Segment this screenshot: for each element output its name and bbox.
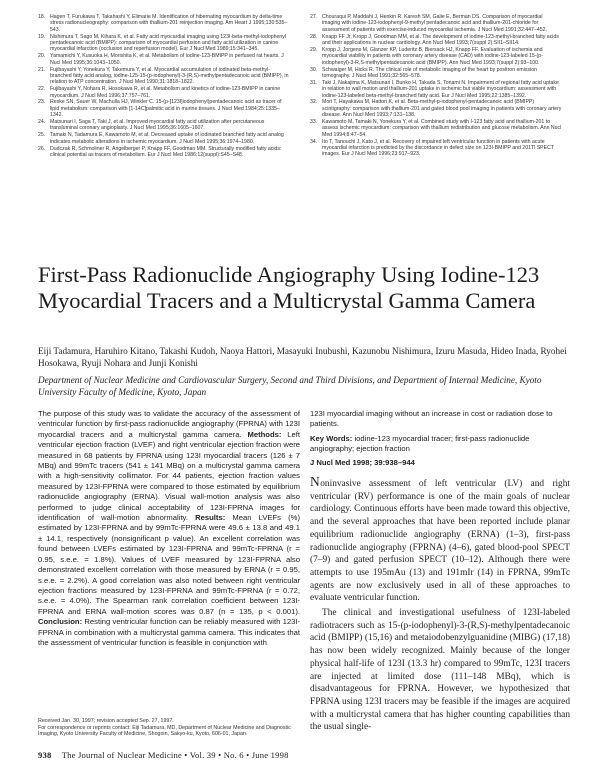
reference-item: [38, 86, 290, 99]
reference-text: Fujibayashi Y, Yonekura Y, Takemura Y, et al. Myocardial accumulation of iodinated beta-methyl-branched fatty acid analog, iodine-125-15-(p-iodophenyl)-3-(R,S)-methylpentadecanoic acid (BMIPP), in relation to ATP concentration. J Nucl Med 1990;31:1818–1822.: [50, 66, 289, 86]
abstract-continuation-block: [310, 409, 570, 468]
reference-number: 32.: [310, 99, 318, 106]
reference-number: 28.: [310, 33, 318, 40]
article-title: First-Pass Radionuclide Angiography Using Iodine-123 Myocardial Tracers and a Multicrystal Gamma Camera: [38, 262, 540, 313]
reference-number: 21.: [38, 66, 46, 73]
reference-item: [310, 67, 562, 80]
reference-item: [310, 47, 562, 66]
reference-item: [310, 80, 562, 99]
correspondence-note: For correspondence or reprints contact: Eiji Tadamura, MD, Department of Nuclear Medicine and Diagnostic Imaging, Kyoto University Faculty of Medicine, Shogoin, Sakyo-ku, Kyoto, 606-01, Japan.: [38, 724, 291, 738]
received-note: Received Jan. 30, 1997; revision accepted Sep. 27, 1997.: [38, 718, 174, 724]
abstract: [38, 409, 300, 648]
reference-item: [38, 67, 290, 86]
abstract-results: Mean LVEFs (%) estimated by 123I-FPRNA and by 99mTc-FPRNA were 49.6 ± 13.8 and 49.1 ± 14.1, respectively (nonsignificant p value). An excellent correlation was found between LVEFs estimated by 123I-FPRNA and 99mTc-FPRNA (r = 0.95, s.e.e. = 1.8%). Values of LVEF measured by 123I-FPRNA also demonstrated excellent correlation with those measured by ERNA (r = 0.95, s.e.e. = 2.2%). A good correlation was also noted between right ventricular ejection fractions measured by 123I-FPRNA and 99mTc-FPRNA (r = 0.72, s.e.e. = 4.0%). The Spearman rank correlation coefficient between 123I-FPRNA and ERNA wall-motion scores was 0.87 (n = 135, p < 0.001).: [38, 513, 301, 616]
reference-list: [0, 14, 600, 236]
reference-number: 34.: [310, 138, 318, 145]
affiliation: Department of Nuclear Medicine and Cardiovascular Surgery, Second and Third Divisions, and Department of Internal Medicine, Kyoto University Faculty of Medicine, Kyoto, Japan: [38, 375, 542, 397]
reference-item: [310, 99, 562, 118]
abstract-intro: The purpose of this study was to validate the accuracy of the assessment of ventricular function by first-pass radionuclide angiography (FPRNA) with 123I myocardial tracers and a multicrystal gamma camera.: [38, 409, 300, 439]
reference-text: Matsunari I, Saga T, Taki J, et al. Improved myocardial fatty acid utilization after percutaneous transluminal coronary angioplasty. J Nucl Med 1995;36:1605–1607.: [50, 119, 265, 132]
body-paragraph-1-text: oninvasive assessment of left ventricular (LV) and right ventricular (RV) performance is one of the main goals of nuclear cardiology. Continuous efforts have been made toward this objective, and the several approaches that have been reported include planar equilibrium radionuclide angiography (ERNA) (1–3), first-pass radionuclide angiography (FPRNA) (4–6), gated blood-pool SPECT (7–9) and gated perfusion SPECT (10–12). Although there were attempts to use 195mAu (13) and 191mIr (14) in FPRNA, 99mTc agents are now exclusively used in all of these approaches to evaluate ventricular function.: [310, 479, 570, 604]
reference-number: 29.: [310, 46, 318, 53]
keywords-label: Key Words:: [310, 433, 353, 443]
reference-item: [38, 99, 290, 118]
reference-text: Chouraqui P, Maddahi J, Henkin R, Karesh SM, Galie E, Berman DS. Comparison of myocardial imaging with iodine-123-iodophenyl-9-methyl pentadecanoic acid and thallium-201-chloride for assessment of patients with exercise-induced myocardial ischemia. J Nucl Med 1991;32:447–452.: [322, 14, 547, 33]
reference-number: 24.: [38, 119, 46, 126]
keywords: [310, 434, 570, 455]
reference-text: Hagen T, Furukawa T, Takahashi Y, Elimarie M. Identification of hibernating myocardium by delta-time stress radionucleography: comparison with thallium-201 reinjection imaging. Am Heart J 1995;130:535–543.: [50, 14, 288, 33]
abstract-methods: Left ventricular ejection fraction (LVEF) and right ventricular ejection fraction were measured in 68 patients by FPRNA using 123I myocardial tracers (126 ± 7 MBq) and 99mTc tracers (541 ± 141 MBq) on a multicrystal gamma camera with a high-sensitivity collimator. For 44 patients, ejection fraction values measured by 123I-FPRNA were compared to those estimated by equilibrium radionuclide angiography (ERNA). Visual wall-motion analysis was also performed to judge clinical acceptability of 123I-FPRNA images for identification of wall-motion abnormality.: [38, 429, 301, 523]
page-footer: [38, 750, 568, 760]
abstract-conclusion-label: Conclusion:: [38, 617, 83, 627]
reference-number: 23.: [38, 99, 46, 106]
reference-text: Dudczak R, Schmoliner R, Angelberger P, Knapp FF, Goodman MM. Structurally modified fatty acids: clinical potential as tracers of metabolism. Eur J Nucl Med 1986;12(suppl):S45–S48.: [50, 145, 282, 158]
drop-cap: N: [310, 474, 321, 489]
reference-item: [310, 139, 562, 158]
reference-item: [310, 14, 562, 33]
reference-item: [38, 132, 290, 145]
reference-text: Fujibayashi Y, Nohara R, Hosokawa R, et al. Metabolism and kinetics of iodine-123-BMIPP in canine myocardium. J Nucl Med 1996;37:757–761.: [50, 86, 281, 99]
journal-info: The Journal of Nuclear Medicine • Vol. 39 • No. 6 • June 1998: [61, 750, 289, 760]
reference-item: [38, 119, 290, 132]
abstract-conclusion: Resting ventricular function can be reliably measured with 123I-FPRNA in combination with a multicrystal gamma camera. This indicates that the assessment of ventricular function is feasible in conjunction with: [38, 617, 300, 647]
reference-number: 20.: [38, 53, 46, 60]
reference-column-right: [310, 14, 562, 158]
reference-text: Ito T, Tanouchi J, Kato J, et al. Recovery of impaired left ventricular function in patients with acute myocardial infarction is predicted by the discordance in defect size on 123I-BMIPP and 201Tl SPECT images. Eur J Nucl Med 1996;23:917–923.: [322, 138, 554, 158]
reference-text: Reske SN, Sauer W, Machulla HJ, Winkler C. 15-(p-[123I]iodophenyl)pentadecanoic acid as tracer of lipid metabolism: comparison with [1-14C]palmitic acid in murine tissues. J Nucl Med 1984;25:1335–1342.: [50, 99, 282, 119]
reference-text: Tamaki N, Tadamura E, Kawamoto M, et al. Decreased uptake of iodinated branched fatty acid analog indicates metabolic alterations in ischemic myocardium. J Nucl Med 1995;36:1974–1980.: [50, 132, 284, 145]
page-number: 938: [38, 750, 52, 760]
reference-text: Schwaiger M, Hicks R. The clinical role of metabolic imaging of the heart by positron emission tomography. J Nucl Med 1991;32:565–578.: [322, 66, 537, 79]
reference-text: Kawamoto M, Tamaki N, Yonekura Y, et al. Combined study with I-123 fatty acid and thallium-201 to assess ischemic myocardium: comparison with thallium redistribution and glucose metabolism. Ann Nucl Med 1994;8:47–54.: [322, 119, 562, 138]
reference-text: Kropp J, Jorgens M, Glanzer KP, Luderitz B, Biersack HJ, Knapp FF. Evaluation of ischemia and myocardial viability in patients with coronary artery disease (CAD) with iodine-123-labeled 15-(p-iodophenyl)-3-R,S-methylpentadecanoic acid (BMIPP). Ann Nucl Med 1993;7(suppl 2):93–100.: [322, 46, 543, 66]
footnotes: [38, 718, 300, 738]
reference-text: Taki J, Nakajima K, Matsunari I, Bunko H, Takada S, Tonami N. Impairment of regional fatty acid uptake in relation to wall motion and thallium-201 uptake in ischemic but viable myocardium: assessment with iodine-123-labeled beta-methyl-branched fatty acid. Eur J Nucl Med 1995;22:1385–1392.: [322, 79, 559, 99]
reference-item: [38, 34, 290, 53]
reference-number: 22.: [38, 86, 46, 93]
reference-number: 19.: [38, 33, 46, 40]
reference-item: [310, 119, 562, 138]
body-paragraph-1: [310, 476, 570, 605]
reference-item: [38, 14, 290, 33]
reference-number: 30.: [310, 66, 318, 73]
reference-number: 26.: [38, 145, 46, 152]
author-list: Eiji Tadamura, Haruhiro Kitano, Takashi Kudoh, Naoya Hattori, Masayuki Inubushi, Kazunobu Nishimura, Izuru Masuda, Hideo Inada, Ryohei Hosokawa, Ryuji Nohara and Junji Konishi: [38, 346, 567, 368]
reference-text: Mori T, Hayakawa M, Hattori K, et al. Beta-methyl-p-iodophenyl-pentadecanoic acid (BMIPP) scintigraphy: comparison with thallium-201 and gated blood pool imaging in patients with coronary artery disease. Ann Nucl Med 1993;7:131–138.: [322, 99, 562, 119]
reference-item: [38, 146, 290, 159]
abstract-methods-label: Methods:: [247, 429, 282, 439]
body-text: [310, 476, 570, 736]
reference-text: Nishimura T, Sago M, Kihara K, et al. Fatty acid myocardial imaging using 123I-beta-methyl-iodophenyl pentadecanoic acid (BMIPP): comparison of myocardial perfusion and fatty acid utilization in canine myocardial infarction (occlusion and reperfusion model). Eur J Nucl Med 1989;15:341–345.: [50, 33, 287, 53]
reference-text: Knapp FF Jr, Kropp J, Goodman MM, et al. The development of iodine-123-methyl-branched fatty acids and their applications in nuclear cardiology. Ann Nucl Med 1993;7(suppl 2):SII1–SII14.: [322, 33, 559, 46]
reference-column-left: [38, 14, 290, 159]
reference-number: 31.: [310, 79, 318, 86]
reference-number: 18.: [38, 14, 46, 20]
reference-number: 25.: [38, 132, 46, 139]
abstract-results-label: Results:: [195, 513, 226, 523]
reference-item: [38, 53, 290, 66]
keywords-text: iodine-123 myocardial tracer; first-pass radionuclide angiography; ejection fraction: [310, 433, 530, 454]
reference-text: Yamamichi Y, Kusuoka H, Morishita K, et al. Metabolism of iodine-123-BMIPP in perfused rat hearts. J Nucl Med 1995;36:1043–1050.: [50, 53, 284, 66]
body-paragraph-2: The clinical and investigational usefulness of 123I-labeled radiotracers such as 15-(p-iodophenyl)-3-(R,S)-methylpentadecanoic acid (BMIPP) (15,16) and metaiodobenzylguanidine (MIBG) (17,18) has now been widely recognized. Mainly because of the longer physical half-life of 123I (13.3 hr) compared to 99mTc, 123I tracers are injected at limited dose (111–148 MBq), which is disadvantageous for FPRNA. However, we hypothesized that FPRNA using 123I tracers may be feasible if the images are acquired with a multicrystal camera that has higher counting capabilities than the usual single-: [310, 608, 570, 733]
citation: J Nucl Med 1998; 39:938–944: [310, 457, 415, 467]
reference-number: 33.: [310, 119, 318, 126]
reference-number: 27.: [310, 14, 318, 20]
abstract-continuation: 123I myocardial imaging without an increase in cost or radiation dose to patients.: [310, 409, 553, 429]
reference-item: [310, 34, 562, 47]
